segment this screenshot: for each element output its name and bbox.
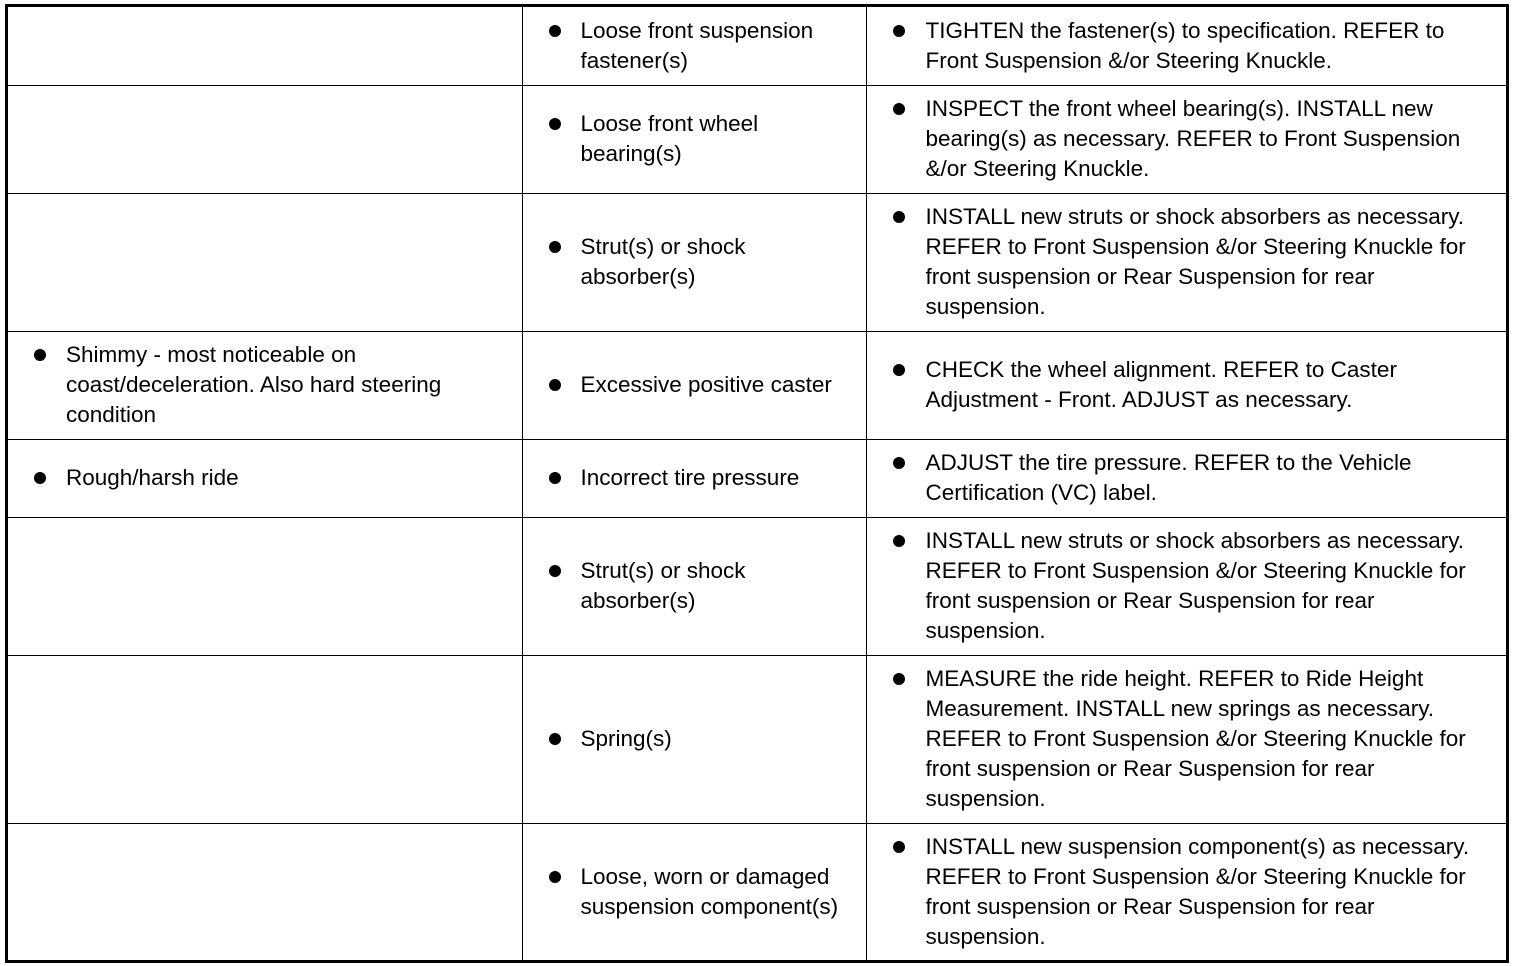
condition-cell bbox=[8, 7, 522, 85]
action-cell bbox=[866, 439, 1506, 517]
condition-cell bbox=[8, 517, 522, 655]
bullet-icon bbox=[549, 565, 561, 577]
cause-text: Strut(s) or shock absorber(s) bbox=[580, 234, 746, 289]
condition-cell bbox=[8, 655, 522, 823]
cause-text: Loose, worn or damaged suspension component(s) bbox=[580, 863, 839, 919]
cause-text: Loose front wheel bearing(s) bbox=[580, 111, 759, 166]
action-cell bbox=[866, 517, 1506, 655]
action-text: ADJUST the tire pressure. REFER to the Vehicle Certification (VC) label. bbox=[925, 450, 1412, 505]
table-row bbox=[8, 823, 1506, 960]
table-row bbox=[8, 331, 1506, 439]
bullet-icon bbox=[34, 349, 46, 361]
bullet-icon bbox=[893, 25, 905, 37]
cause-cell bbox=[522, 7, 866, 85]
table-row bbox=[8, 85, 1506, 193]
bullet-icon bbox=[893, 535, 905, 547]
bullet-icon bbox=[893, 103, 905, 115]
cause-text: Incorrect tire pressure bbox=[580, 465, 800, 490]
cause-cell bbox=[522, 823, 866, 960]
bullet-icon bbox=[549, 871, 561, 883]
condition-text: Shimmy - most noticeable on coast/deceleration. Also hard steering condition bbox=[66, 342, 442, 427]
bullet-icon bbox=[34, 472, 46, 484]
cause-cell bbox=[522, 85, 866, 193]
bullet-icon bbox=[893, 841, 905, 853]
cause-cell bbox=[522, 193, 866, 331]
cause-cell bbox=[522, 331, 866, 439]
bullet-icon bbox=[549, 118, 561, 130]
bullet-icon bbox=[893, 457, 905, 469]
condition-cell bbox=[8, 331, 522, 439]
bullet-icon bbox=[549, 472, 561, 484]
action-cell bbox=[866, 193, 1506, 331]
action-text: CHECK the wheel alignment. REFER to Caster Adjustment - Front. ADJUST as necessary. bbox=[925, 357, 1397, 412]
action-cell bbox=[866, 7, 1506, 85]
action-cell bbox=[866, 655, 1506, 823]
action-text: MEASURE the ride height. REFER to Ride Height Measurement. INSTALL new springs as necessary. REFER to Front Suspension &/or Steering Knuckle for front suspension or Rear Suspension for rear suspension. bbox=[925, 666, 1466, 811]
cause-text: Excessive positive caster bbox=[580, 372, 832, 397]
condition-cell bbox=[8, 823, 522, 960]
bullet-icon bbox=[893, 364, 905, 376]
cause-text: Loose front suspension fastener(s) bbox=[580, 17, 814, 73]
cause-cell bbox=[522, 517, 866, 655]
bullet-icon bbox=[893, 673, 905, 685]
bullet-icon bbox=[549, 733, 561, 745]
table-row bbox=[8, 193, 1506, 331]
bullet-icon bbox=[893, 211, 905, 223]
cause-cell bbox=[522, 439, 866, 517]
action-text: INSTALL new suspension component(s) as necessary. REFER to Front Suspension &/or Steering Knuckle for front suspension or Rear Suspension for rear suspension. bbox=[925, 833, 1470, 949]
table-row bbox=[8, 655, 1506, 823]
cause-cell bbox=[522, 655, 866, 823]
diagnosis-table bbox=[8, 7, 1506, 960]
condition-cell bbox=[8, 193, 522, 331]
cause-text: Spring(s) bbox=[580, 726, 672, 751]
bullet-icon bbox=[549, 379, 561, 391]
diagnosis-table-frame bbox=[5, 4, 1509, 963]
action-text: INSTALL new struts or shock absorbers as necessary. REFER to Front Suspension &/or Steering Knuckle for front suspension or Rear Suspension for rear suspension. bbox=[925, 204, 1466, 319]
action-text: TIGHTEN the fastener(s) to specification. REFER to Front Suspension &/or Steering Knuckle. bbox=[925, 17, 1445, 73]
action-cell bbox=[866, 85, 1506, 193]
action-text: INSPECT the front wheel bearing(s). INSTALL new bearing(s) as necessary. REFER to Front Suspension &/or Steering Knuckle. bbox=[925, 96, 1461, 181]
cause-text: Strut(s) or shock absorber(s) bbox=[580, 558, 746, 613]
bullet-icon bbox=[549, 25, 561, 37]
action-text: INSTALL new struts or shock absorbers as necessary. REFER to Front Suspension &/or Steering Knuckle for front suspension or Rear Suspension for rear suspension. bbox=[925, 528, 1466, 643]
action-cell bbox=[866, 823, 1506, 960]
table-row bbox=[8, 439, 1506, 517]
table-row bbox=[8, 7, 1506, 85]
condition-cell bbox=[8, 85, 522, 193]
action-cell bbox=[866, 331, 1506, 439]
table-row bbox=[8, 517, 1506, 655]
condition-cell bbox=[8, 439, 522, 517]
bullet-icon bbox=[549, 241, 561, 253]
condition-text: Rough/harsh ride bbox=[66, 465, 239, 490]
